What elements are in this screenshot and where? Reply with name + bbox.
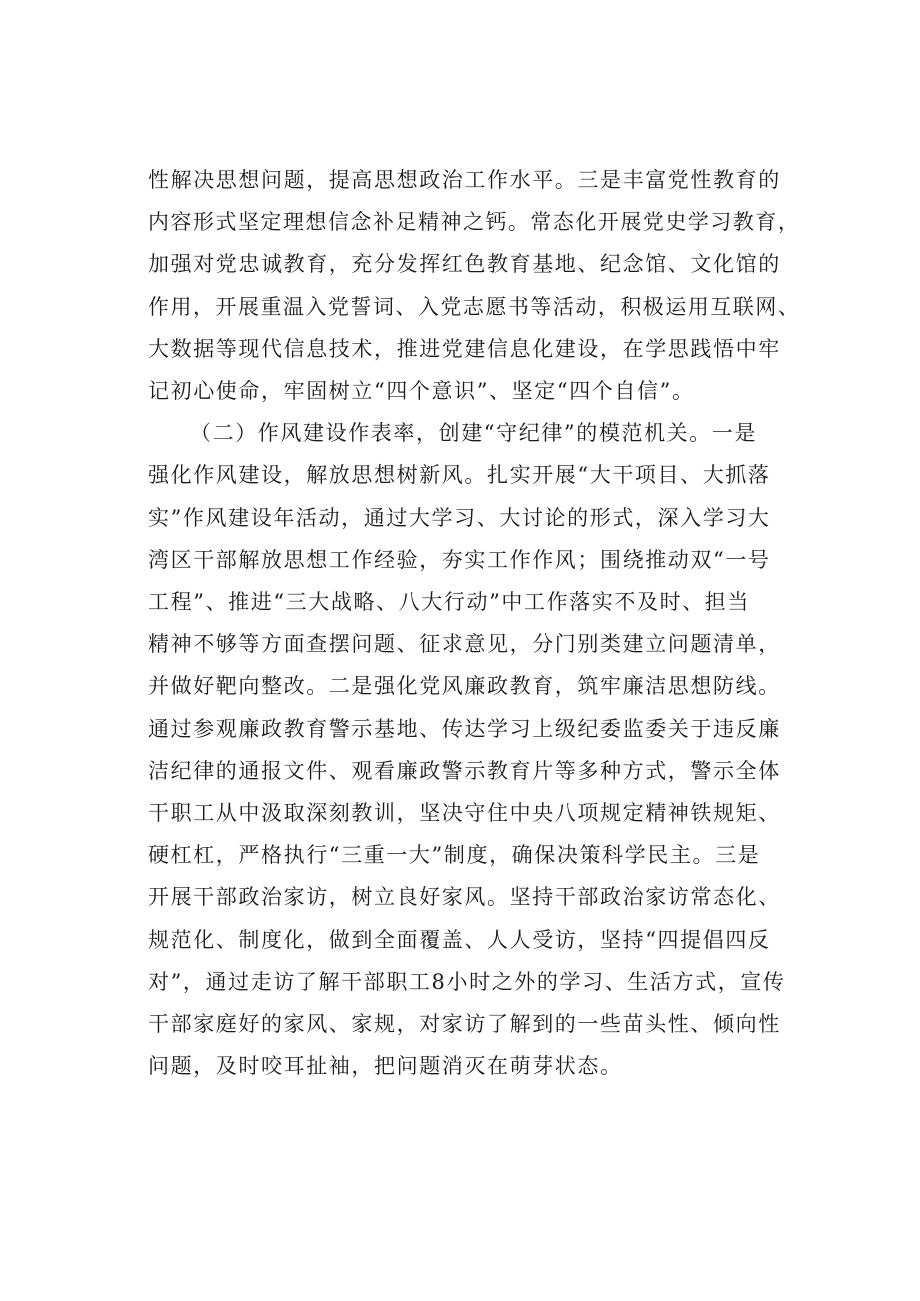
text-line: 湾区干部解放思想工作经验，夯实工作作风；围绕推动双“一号 bbox=[148, 548, 771, 572]
text-line: 精神不够等方面查摆问题、征求意见，分门别类建立问题清单， bbox=[148, 632, 781, 656]
text-line: 开展干部政治家访，树立良好家风。坚持干部政治家访常态化、 bbox=[148, 885, 781, 909]
text-line: 性解决思想问题，提高思想政治工作水平。三是丰富党性教育的 bbox=[148, 168, 781, 192]
text-line: 洁纪律的通报文件、观看廉政警示教育片等多种方式，警示全体 bbox=[148, 759, 781, 783]
text-line: 作用，开展重温入党誓词、入党志愿书等活动，积极运用互联网、 bbox=[148, 295, 801, 319]
text-line: 大数据等现代信息技术，推进党建信息化建设，在学思践悟中牢 bbox=[148, 337, 781, 361]
section-heading-line: （二）作风建设作表率，创建“守纪律”的模范机关。一是 bbox=[190, 421, 758, 445]
text-line: 规范化、制度化，做到全面覆盖、人人受访，坚持“四提倡四反 bbox=[148, 928, 771, 952]
text-line: 记初心使命，牢固树立“四个意识”、坚定“四个自信”。 bbox=[148, 379, 695, 403]
text-line: 对”，通过走访了解干部职工8小时之外的学习、生活方式，宣传 bbox=[148, 970, 786, 994]
text-line: 干部家庭好的家风、家规，对家访了解到的一些苗头性、倾向性 bbox=[148, 1012, 781, 1036]
text-line: 问题，及时咬耳扯袖，把问题消灭在萌芽状态。 bbox=[148, 1054, 623, 1078]
text-line: 硬杠杠，严格执行“三重一大”制度，确保决策科学民主。三是 bbox=[148, 843, 761, 867]
text-line: 工程”、推进“三大战略、八大行动”中工作落实不及时、担当 bbox=[148, 590, 751, 614]
text-line: 强化作风建设，解放思想树新风。扎实开展“大干项目、大抓落 bbox=[148, 463, 771, 487]
text-line: 并做好靶向整改。二是强化党风廉政教育，筑牢廉洁思想防线。 bbox=[148, 674, 781, 698]
text-line: 内容形式坚定理想信念补足精神之钙。常态化开展党史学习教育， bbox=[148, 210, 801, 234]
text-line: 通过参观廉政教育警示基地、传达学习上级纪委监委关于违反廉 bbox=[148, 717, 781, 741]
text-line: 实”作风建设年活动，通过大学习、大讨论的形式，深入学习大 bbox=[148, 506, 771, 530]
text-line: 加强对党忠诚教育，充分发挥红色教育基地、纪念馆、文化馆的 bbox=[148, 252, 781, 276]
text-line: 干职工从中汲取深刻教训，坚决守住中央八项规定精神铁规矩、 bbox=[148, 801, 781, 825]
